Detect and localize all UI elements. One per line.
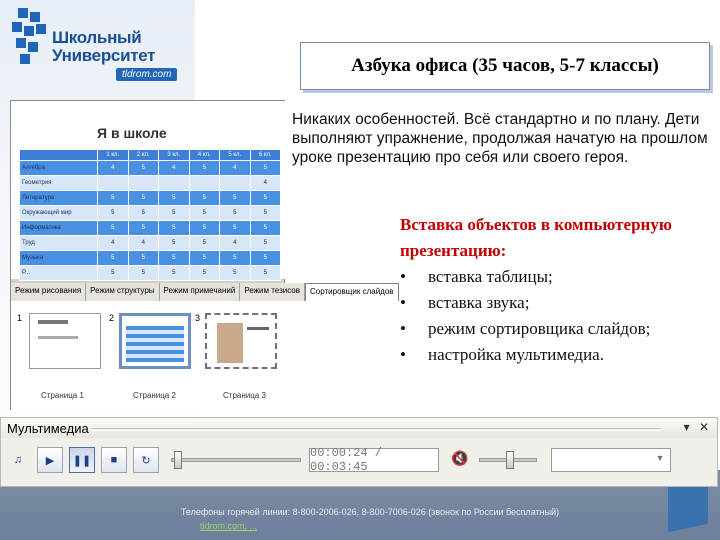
bullet-item bbox=[400, 342, 715, 368]
logo-line1: Школьный bbox=[52, 28, 142, 47]
thumb-number: 1 bbox=[17, 313, 23, 323]
stop-button[interactable] bbox=[101, 447, 127, 473]
view-tab[interactable]: Режим рисования bbox=[11, 283, 86, 301]
bullet-item bbox=[400, 290, 715, 316]
table-header-cell bbox=[20, 150, 98, 161]
device-dropdown[interactable] bbox=[551, 448, 671, 472]
view-tab[interactable]: Режим структуры bbox=[86, 283, 159, 301]
grade-cell: 4 bbox=[128, 236, 159, 251]
grade-cell: 5 bbox=[250, 206, 281, 221]
time-display: 00:00:24 / 00:03:45 bbox=[309, 448, 439, 472]
insert-objects-block bbox=[400, 212, 715, 368]
grade-cell: 4 bbox=[250, 176, 281, 191]
table-header-cell: 3 кл. bbox=[159, 150, 190, 161]
table-row bbox=[20, 236, 281, 251]
bullet-text: режим сортировщика слайдов; bbox=[428, 319, 651, 338]
grade-cell: 5 bbox=[220, 191, 251, 206]
seek-thumb[interactable] bbox=[174, 451, 182, 469]
table-header-cell: 1 кл. bbox=[98, 150, 129, 161]
grade-cell: 4 bbox=[98, 161, 129, 176]
embedded-presentation-screenshot bbox=[10, 100, 394, 410]
slide-preview bbox=[11, 101, 286, 279]
table-header-cell: 6 кл. bbox=[250, 150, 281, 161]
play-icon: ▶ bbox=[45, 454, 55, 467]
insert-objects-heading: Вставка объектов в компьютерную презентацию: bbox=[400, 215, 672, 260]
table-row bbox=[20, 221, 281, 236]
volume-thumb[interactable] bbox=[506, 451, 514, 469]
grade-cell bbox=[98, 176, 129, 191]
logo-url: tldrom.com bbox=[116, 68, 177, 81]
grade-cell: 5 bbox=[128, 191, 159, 206]
close-icon[interactable]: ✕ bbox=[698, 420, 709, 434]
dropdown-icon[interactable]: ▾ bbox=[683, 420, 690, 434]
thumb-caption: Страница 1 bbox=[41, 391, 84, 400]
subject-cell: Информатика bbox=[20, 221, 98, 236]
slide-title: Азбука офиса (35 часов, 5-7 классы) bbox=[351, 55, 659, 76]
grade-cell bbox=[189, 176, 220, 191]
table-header-cell: 2 кл. bbox=[128, 150, 159, 161]
subject-cell: Труд bbox=[20, 236, 98, 251]
table-row bbox=[20, 176, 281, 191]
bullet-item bbox=[400, 316, 715, 342]
thumb-caption: Страница 3 bbox=[223, 391, 266, 400]
subject-cell: Литература bbox=[20, 191, 98, 206]
loop-icon: ↻ bbox=[141, 454, 151, 467]
subject-cell: Алгебра bbox=[20, 161, 98, 176]
grade-cell: 5 bbox=[220, 266, 251, 281]
subject-cell: Геометрия bbox=[20, 176, 98, 191]
grade-cell: 5 bbox=[128, 206, 159, 221]
grade-cell: 5 bbox=[98, 191, 129, 206]
loop-button[interactable] bbox=[133, 447, 159, 473]
grade-cell: 5 bbox=[159, 206, 190, 221]
logo-grid-icon bbox=[8, 8, 48, 66]
footer-hotline: Телефоны горячей линии: 8-800-2006-026, 8-800-7006-026 (звонок по России бесплатный) bbox=[180, 507, 560, 517]
table-row bbox=[20, 251, 281, 266]
view-tab[interactable]: Режим примечаний bbox=[160, 283, 241, 301]
play-button[interactable] bbox=[37, 447, 63, 473]
pause-icon: ❚❚ bbox=[72, 454, 92, 467]
window-buttons bbox=[684, 420, 709, 434]
speaker-muted-icon: 🔇 bbox=[451, 450, 469, 466]
grade-cell: 5 bbox=[189, 236, 220, 251]
grade-cell: 5 bbox=[189, 206, 220, 221]
grade-cell: 5 bbox=[220, 251, 251, 266]
view-tab[interactable]: Режим тезисов bbox=[240, 283, 305, 301]
bullet-icon: • bbox=[400, 319, 406, 338]
subject-cell: Р... bbox=[20, 266, 98, 281]
table-row bbox=[20, 191, 281, 206]
grade-cell: 5 bbox=[98, 206, 129, 221]
grade-cell: 5 bbox=[189, 191, 220, 206]
embedded-slide-title: Я в школе bbox=[97, 125, 167, 141]
grade-cell: 5 bbox=[98, 221, 129, 236]
grade-cell: 5 bbox=[250, 266, 281, 281]
bullet-icon: • bbox=[400, 267, 406, 286]
grade-cell: 5 bbox=[250, 251, 281, 266]
grade-cell: 5 bbox=[159, 266, 190, 281]
seek-slider[interactable] bbox=[171, 458, 301, 462]
slide-sorter bbox=[11, 301, 286, 411]
grade-cell: 5 bbox=[128, 221, 159, 236]
slide-thumbnail-2[interactable] bbox=[119, 313, 191, 369]
grade-cell: 5 bbox=[128, 266, 159, 281]
title-grip bbox=[91, 428, 661, 431]
grade-cell: 5 bbox=[159, 236, 190, 251]
grade-cell: 5 bbox=[159, 191, 190, 206]
stop-icon: ■ bbox=[110, 454, 118, 466]
grade-cell bbox=[220, 176, 251, 191]
grade-cell: 4 bbox=[98, 236, 129, 251]
grade-cell: 5 bbox=[189, 251, 220, 266]
grade-cell: 5 bbox=[250, 161, 281, 176]
toolbar-title: Мультимедиа bbox=[7, 421, 89, 436]
subject-cell: Окружающий мир bbox=[20, 206, 98, 221]
grade-cell: 4 bbox=[159, 161, 190, 176]
bullet-icon: • bbox=[400, 293, 406, 312]
grade-cell: 4 bbox=[220, 161, 251, 176]
volume-slider[interactable] bbox=[479, 458, 537, 462]
grade-cell: 5 bbox=[189, 221, 220, 236]
view-tab[interactable]: Сортировщик слайдов bbox=[305, 283, 399, 301]
bullet-text: настройка мультимедиа. bbox=[428, 345, 604, 364]
footer-links[interactable]: tldrom.com, ... bbox=[200, 521, 258, 531]
table-row bbox=[20, 206, 281, 221]
grade-cell: 5 bbox=[189, 266, 220, 281]
thumb-number: 2 bbox=[109, 313, 115, 323]
bullet-item bbox=[400, 264, 715, 290]
grade-cell bbox=[128, 176, 159, 191]
bullet-text: вставка звука; bbox=[428, 293, 530, 312]
grade-cell: 5 bbox=[250, 221, 281, 236]
grade-cell: 5 bbox=[128, 161, 159, 176]
subject-cell: Музыка bbox=[20, 251, 98, 266]
grade-cell: 5 bbox=[159, 221, 190, 236]
grade-cell: 5 bbox=[220, 206, 251, 221]
slide-thumbnail-3[interactable] bbox=[205, 313, 277, 369]
logo-line2: Университет bbox=[52, 46, 156, 65]
school-university-logo bbox=[8, 6, 188, 86]
slide-title-box bbox=[300, 42, 710, 90]
thumb-number: 3 bbox=[195, 313, 201, 323]
slide-thumbnail-1[interactable] bbox=[29, 313, 101, 369]
grades-table bbox=[19, 149, 281, 281]
grade-cell: 4 bbox=[220, 236, 251, 251]
grade-cell: 5 bbox=[98, 251, 129, 266]
grade-cell: 5 bbox=[220, 221, 251, 236]
bullet-icon: • bbox=[400, 345, 406, 364]
grade-cell: 5 bbox=[250, 236, 281, 251]
grade-cell: 5 bbox=[159, 251, 190, 266]
multimedia-toolbar bbox=[0, 417, 718, 487]
bullet-list bbox=[400, 264, 715, 368]
table-row bbox=[20, 266, 281, 281]
view-tabs bbox=[11, 283, 394, 301]
music-note-icon: ♫ bbox=[13, 454, 23, 466]
grade-cell: 5 bbox=[189, 161, 220, 176]
mute-button[interactable] bbox=[451, 450, 471, 470]
bullet-text: вставка таблицы; bbox=[428, 267, 553, 286]
thumb-caption: Страница 2 bbox=[133, 391, 176, 400]
table-header-cell: 4 кл. bbox=[189, 150, 220, 161]
chevron-down-icon: ▼ bbox=[655, 453, 665, 463]
pause-button[interactable] bbox=[69, 447, 95, 473]
grade-cell: 5 bbox=[98, 266, 129, 281]
description-text: Никаких особенностей. Всё стандартно и по плану. Дети выполняют упражнение, продолжая начатую на прошлом уроке презентацию про себя или своего героя. bbox=[292, 111, 708, 166]
photo-icon bbox=[217, 323, 243, 363]
grade-cell: 5 bbox=[128, 251, 159, 266]
table-header-cell: 5 кл. bbox=[220, 150, 251, 161]
table-row bbox=[20, 161, 281, 176]
playback-bar bbox=[5, 444, 715, 476]
grade-cell bbox=[159, 176, 190, 191]
insert-sound-button[interactable] bbox=[5, 447, 31, 473]
grade-cell: 5 bbox=[250, 191, 281, 206]
